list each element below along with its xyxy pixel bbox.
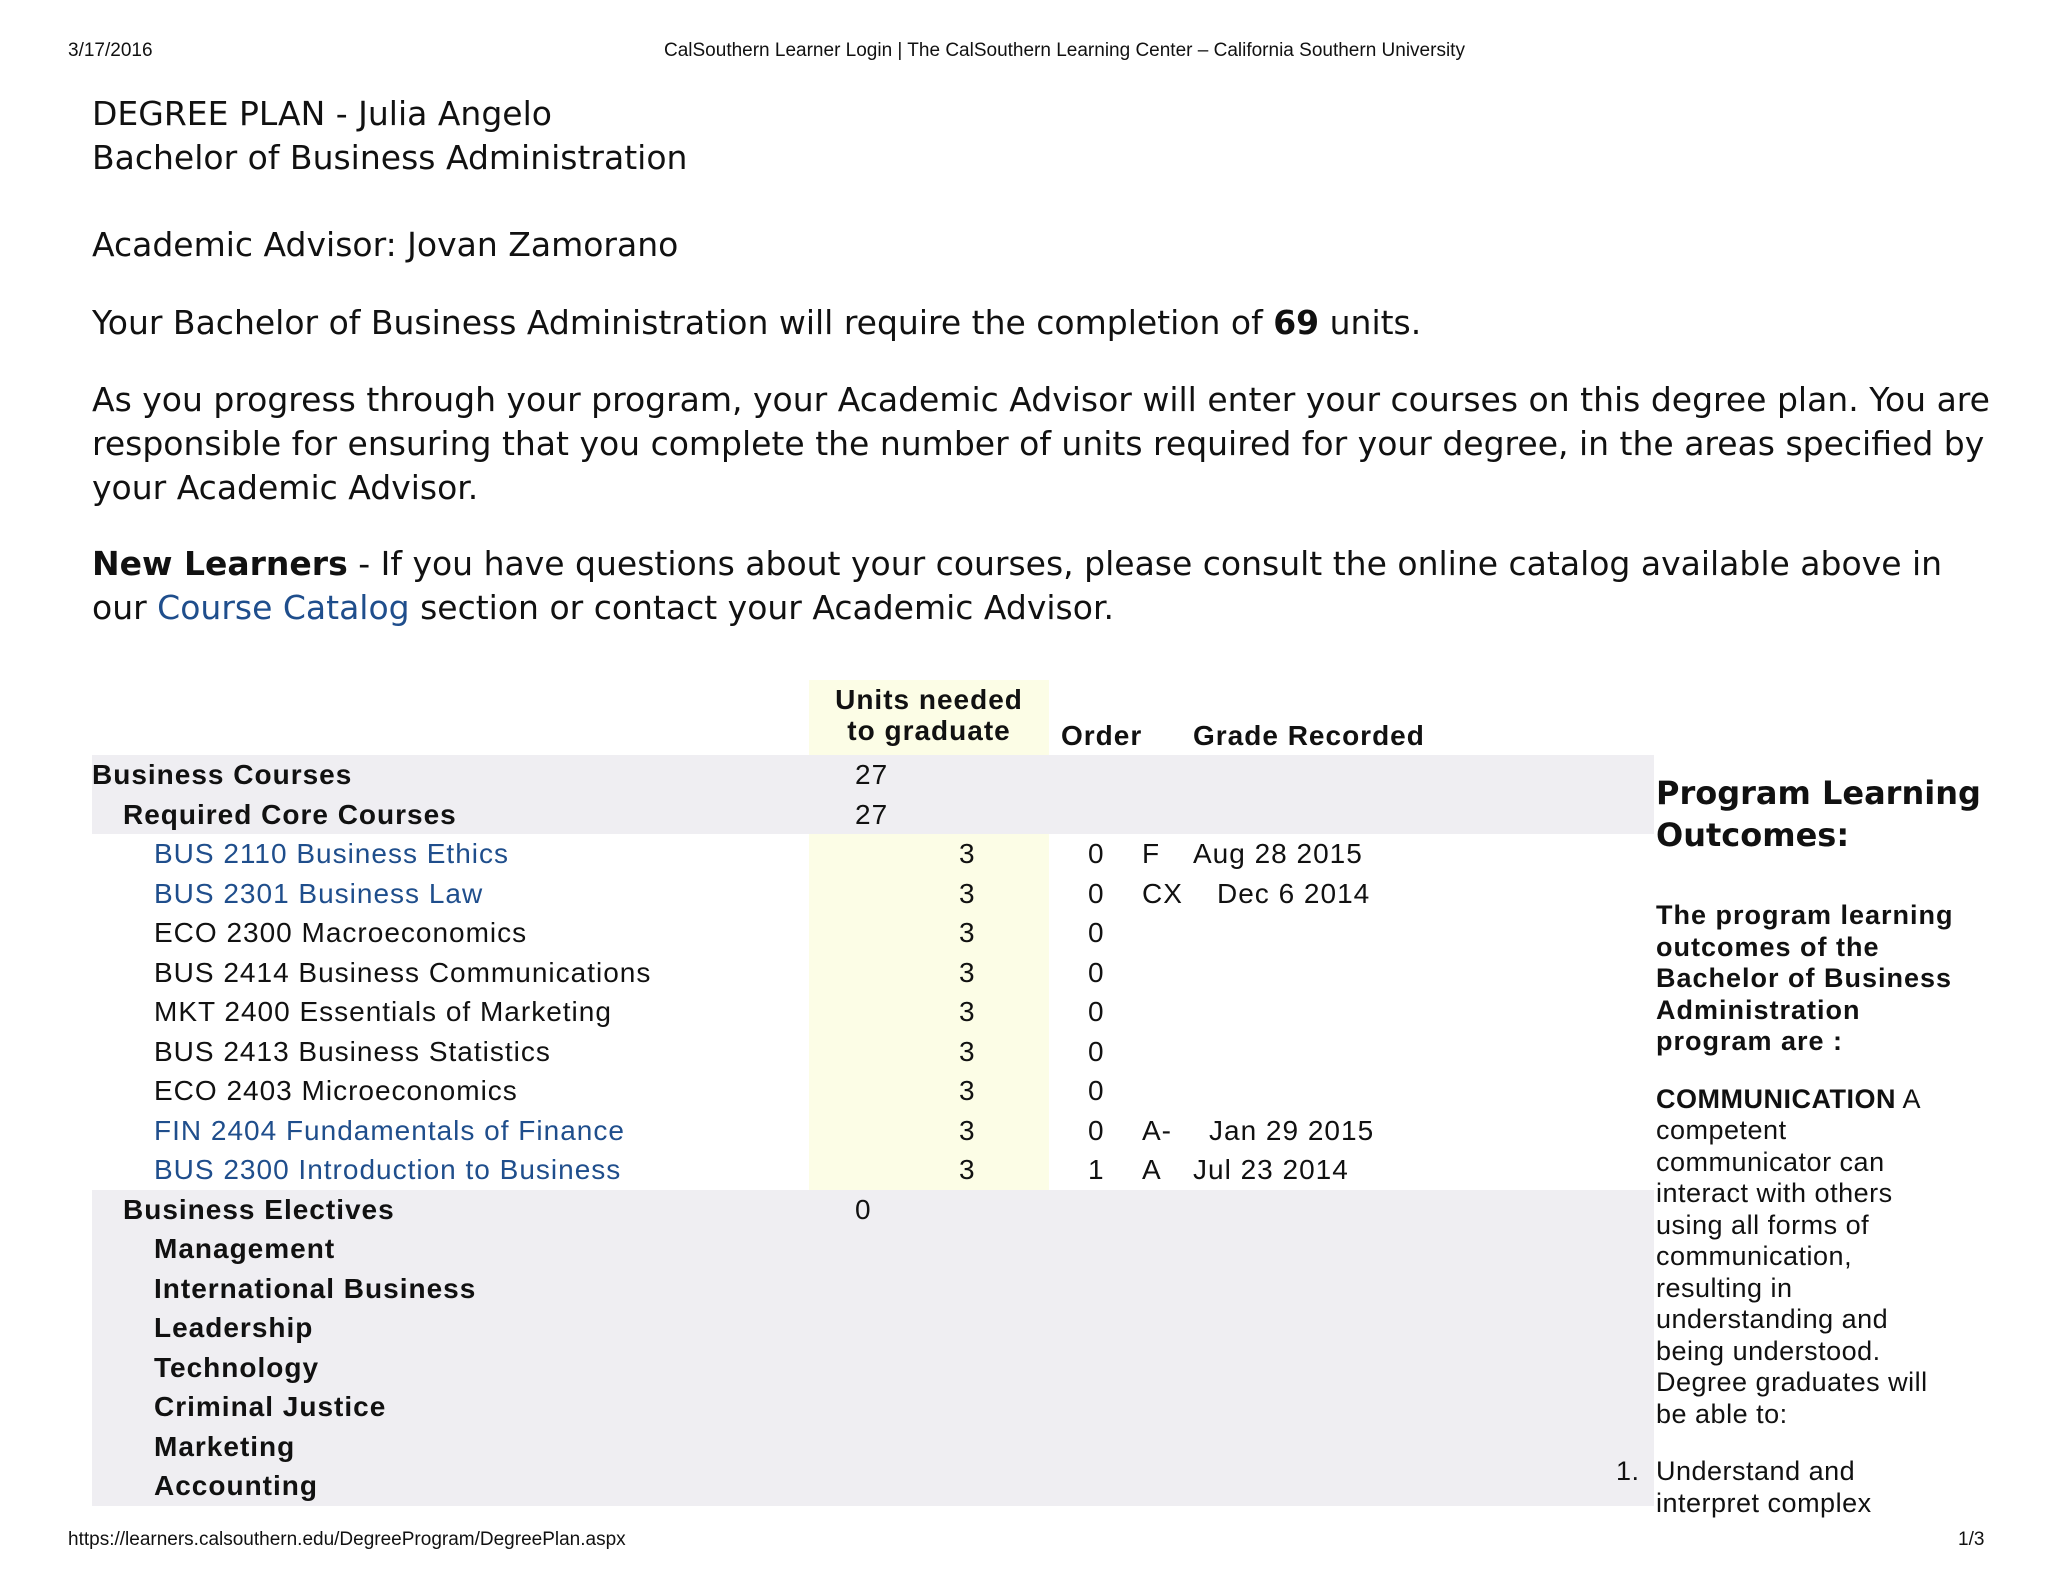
new-learners-text: - If you have questions about your courses, please consult the online catalog available above in [347, 544, 1943, 583]
units-value: 3 [959, 956, 976, 988]
order-value: 0 [1088, 1114, 1105, 1146]
elective-area-label: International Business [154, 1272, 477, 1304]
grade-date: Jul 23 2014 [1193, 1154, 1349, 1185]
communication-text: communicator can [1656, 1146, 1885, 1177]
degree-plan-table [92, 680, 1654, 1506]
course-catalog-link[interactable]: Course Catalog [157, 588, 410, 627]
list-number: 1. [1616, 1456, 1640, 1486]
units-cell [809, 953, 1049, 993]
table-row [92, 953, 1654, 993]
units-cell [809, 1032, 1049, 1072]
course-name: BUS 2414 Business Communications [154, 956, 652, 988]
course-name: ECO 2403 Microeconomics [154, 1075, 518, 1106]
units-value: 3 [959, 917, 976, 948]
units-needed-header-line: Units needed [835, 684, 1023, 715]
course-link[interactable]: FIN 2404 Fundamentals of Finance [154, 1114, 625, 1146]
elective-area-row [92, 1269, 1654, 1309]
outcomes-intro-line: The program learning [1656, 900, 1954, 930]
category-label: Business Courses [92, 759, 353, 790]
units-value: 3 [959, 996, 976, 1027]
elective-area-row [92, 1466, 1654, 1506]
course-link[interactable]: BUS 2110 Business Ethics [154, 838, 509, 869]
units-value: 27 [855, 759, 889, 790]
communication-text: Degree graduates will [1656, 1367, 1928, 1397]
communication-label: COMMUNICATION [1656, 1083, 1896, 1114]
grade-recorded-header: Grade Recorded [1193, 720, 1425, 751]
table-row [92, 834, 1654, 874]
degree-plan-title [92, 92, 687, 180]
progress-line: your Academic Advisor. [92, 468, 479, 507]
list-item-text: Understand and [1656, 1456, 1856, 1486]
units-value: 3 [959, 1075, 976, 1106]
elective-area-row [92, 1427, 1654, 1467]
units-cell [809, 992, 1049, 1032]
units-required-count: 69 [1273, 303, 1320, 342]
communication-text: understanding and [1656, 1304, 1889, 1334]
units-cell [809, 1071, 1049, 1111]
units-requirement [92, 301, 1421, 345]
new-learners-paragraph [92, 542, 1942, 630]
elective-area-row [92, 1308, 1654, 1348]
outcomes-title-line: Program Learning [1656, 774, 1981, 812]
order-header: Order [1061, 720, 1143, 751]
order-value: 0 [1088, 877, 1105, 909]
order-value: 0 [1088, 996, 1105, 1027]
table-header [92, 680, 1654, 755]
outcomes-list [1616, 1456, 1986, 1519]
outcomes-intro-line: Administration [1656, 994, 1861, 1025]
outcomes-intro-line: program are : [1656, 1026, 1844, 1056]
new-learners-text: our [92, 588, 158, 627]
units-needed-header-line: to graduate [847, 715, 1011, 746]
order-value: 0 [1088, 956, 1105, 988]
table-row [92, 1111, 1654, 1151]
units-needed-header [809, 680, 1049, 755]
outcomes-title-line: Outcomes: [1656, 816, 1850, 854]
elective-area-label: Marketing [154, 1430, 296, 1462]
print-date: 3/17/2016 [68, 40, 153, 61]
units-cell [809, 1111, 1049, 1151]
business-courses-row [92, 755, 1654, 795]
outcomes-intro-line: Bachelor of Business [1656, 963, 1953, 993]
units-requirement-post: units. [1319, 303, 1422, 342]
order-value: 0 [1088, 1075, 1105, 1106]
progress-line: responsible for ensuring that you complete the number of units required for your degree, in the areas specified by [92, 424, 1985, 463]
academic-advisor: Academic Advisor: Jovan Zamorano [92, 225, 679, 264]
category-label: Required Core Courses [123, 798, 457, 830]
course-link[interactable]: BUS 2301 Business Law [154, 877, 484, 909]
table-row [92, 1032, 1654, 1072]
new-learners-text: section or contact your Academic Advisor. [409, 588, 1114, 627]
course-name: BUS 2413 Business Statistics [154, 1035, 551, 1067]
elective-area-label: Management [154, 1233, 336, 1264]
order-value: 1 [1088, 1154, 1105, 1185]
units-value: 0 [855, 1193, 872, 1225]
order-value: 0 [1088, 1035, 1105, 1067]
page-number: 1/3 [1958, 1529, 1985, 1550]
grade-date: Jan 29 2015 [1209, 1114, 1375, 1146]
units-value: 3 [959, 877, 976, 909]
order-value: 0 [1088, 838, 1105, 869]
units-value: 3 [959, 838, 976, 869]
units-value: 3 [959, 1035, 976, 1067]
elective-area-label: Accounting [154, 1470, 318, 1501]
outcomes-intro-line: outcomes of the [1656, 931, 1880, 962]
elective-area-label: Technology [154, 1351, 320, 1383]
elective-area-label: Leadership [154, 1312, 314, 1343]
communication-text: communication, [1656, 1241, 1853, 1271]
communication-text: interact with others [1656, 1178, 1893, 1208]
units-cell [809, 874, 1049, 914]
progress-paragraph [92, 378, 1990, 510]
communication-text: using all forms of [1656, 1209, 1870, 1240]
table-row [92, 992, 1654, 1032]
business-electives-row [92, 1190, 1654, 1230]
units-cell [809, 834, 1049, 874]
communication-text: competent [1656, 1115, 1787, 1145]
units-requirement-pre: Your Bachelor of Business Administration will require the completion of [92, 303, 1274, 342]
units-cell [809, 913, 1049, 953]
communication-text: be able to: [1656, 1398, 1788, 1429]
course-link[interactable]: BUS 2300 Introduction to Business [154, 1154, 622, 1185]
table-row [92, 1150, 1654, 1190]
degree-name: Bachelor of Business Administration [92, 138, 688, 177]
grade-value: CX [1142, 877, 1183, 909]
outcomes-intro [1656, 900, 1986, 1058]
degree-plan-heading: DEGREE PLAN - Julia Angelo [92, 94, 552, 133]
category-label: Business Electives [123, 1193, 395, 1225]
elective-area-row [92, 1348, 1654, 1388]
grade-date: Aug 28 2015 [1193, 838, 1363, 869]
course-name: ECO 2300 Macroeconomics [154, 917, 528, 948]
grade-value: A- [1142, 1114, 1172, 1146]
new-learners-label: New Learners [92, 544, 348, 583]
units-value: 27 [855, 798, 889, 830]
table-row [92, 1071, 1654, 1111]
units-cell [809, 1150, 1049, 1190]
communication-text: resulting in [1656, 1272, 1793, 1303]
units-value: 3 [959, 1154, 976, 1185]
course-name: MKT 2400 Essentials of Marketing [154, 996, 612, 1027]
table-row [92, 913, 1654, 953]
page-title: CalSouthern Learner Login | The CalSouthern Learning Center – California Southern University [664, 40, 1465, 61]
communication-text: being understood. [1656, 1335, 1881, 1366]
table-row [92, 874, 1654, 914]
communication-outcome [1656, 1084, 1986, 1431]
communication-text: A [1895, 1083, 1921, 1114]
grade-date: Dec 6 2014 [1217, 877, 1371, 909]
list-item-text: interpret complex [1656, 1487, 1872, 1518]
program-learning-outcomes [1616, 772, 1986, 1519]
elective-area-row [92, 1229, 1654, 1269]
page-url: https://learners.calsouthern.edu/DegreeProgram/DegreePlan.aspx [68, 1529, 626, 1550]
elective-area-label: Criminal Justice [154, 1391, 387, 1422]
outcomes-title [1656, 772, 1986, 856]
units-value: 3 [959, 1114, 976, 1146]
order-value: 0 [1088, 917, 1105, 948]
grade-value: A [1142, 1154, 1162, 1185]
progress-line: As you progress through your program, your Academic Advisor will enter your courses on this degree plan. You are [92, 380, 1990, 419]
elective-area-row [92, 1387, 1654, 1427]
grade-value: F [1142, 838, 1161, 869]
required-core-row [92, 795, 1654, 835]
